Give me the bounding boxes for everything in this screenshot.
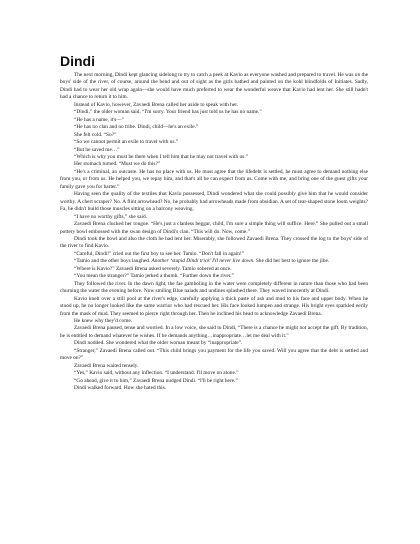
paragraph: “But he saved me…” [74, 146, 120, 153]
paragraph: The next morning, Dindi kept glancing sidelong to try to catch a peek at Kavio as everyone washed and prepared to travel. He was on the boys' side of the river, of course, around the bend and out of sight as the girls bathed and painted on the kohl blindfolds of Initiates. Sadly, Dindi had to wear her old wrap again—she would have much preferred to wear the wonderful weave that Kavio had lent her. She still hadn't had a chance to return it to him. [60, 72, 368, 101]
paragraph: “Dindi,” the older woman said. “I'm sorry. Your friend has just told us he has no name.” [74, 109, 262, 116]
paragraph: “He has a name, it's—” [74, 116, 125, 123]
paragraph: “So we cannot permit an exile to travel with us.” [74, 139, 179, 146]
paragraph: “He's a criminal, an outcaste. He has no place with us. He must agree that the lifedebt is settled, he must agree to demand nothing else from you, or from us. He helped you, we repay him, and that's all he can expect from us. Come with me, and bring one of the guest gifts your family gave you for barter.” [60, 168, 368, 190]
paragraph: Dindi walked forward. How she hated this. [74, 385, 167, 392]
paragraph: Having seen the quality of the textiles that Kavio possessed, Dindi wondered what she could possibly give him that he would consider worthy. A chert scraper? No. A flint arrowhead? No, he probably had arrowheads made from obsidian. A set of tear-shaped stone loom weights? Fa, he didn't build those muscles sitting on a balcony weaving. [60, 191, 368, 213]
paragraph: “He has no clan and no tribe. Dindi, child—he's an exile.” [74, 124, 199, 131]
paragraph: “Yes,” Kavio said, without any inflection. “I understand. I'll move on alone.” [74, 370, 239, 377]
italic-thought: Another ‘stupid Dindi trick’ I'll never live down. [151, 258, 255, 265]
paragraph: Dindi nodded. She wondered what the older woman meant by “inappropriate”. [74, 340, 243, 347]
chapter-body [60, 72, 368, 392]
paragraph: “Go ahead, give it to him,” Zavaedi Brena nudged Dindi. “I'll be right here.” [74, 377, 238, 384]
paragraph: He knew why they'd come. [74, 317, 133, 324]
paragraph: “Where is Kavio?” Zavaedi Brena asked severely. Tamio sobered at once. [74, 265, 232, 272]
paragraph: She felt cold. “So?” [74, 131, 117, 138]
paragraph: “I have no worthy gifts,” she said. [74, 213, 148, 220]
paragraph: “Tamio and the other boys laughed. Another ‘stupid Dindi trick’ I'll never live down. She did her best to ignore the jibe. [74, 258, 330, 265]
paragraph: “Stranger,” Zavaedi Brena called out. “This child brings you payment for the life you saved. Will you agree that the debt is settled and move on?” [60, 347, 368, 362]
paragraph: Her stomach turned. “Must we do this?” [74, 161, 161, 168]
paragraph: Instead of Kavio, however, Zavaedi Brena called her aside to speak with her. [74, 101, 239, 108]
paragraph: “You mean the stranger?” Tamio jerked a thumb. “Further down the river.” [74, 273, 234, 280]
paragraph: “Careful, Dindi!” cried out the first boy to see her. Tamio. “Don't fall in again!” [74, 250, 245, 257]
paragraph: Zavaedi Brena waited tensely. [74, 362, 139, 369]
paragraph: They followed the river. In the dawn light, the fae gamboling in the water were completely different in nature than those who had been churning the water the evening before. Now smiling Blue naiads and undines splashed there. They waved innocently at Dindi. [60, 280, 368, 295]
paragraph: Dindi took the bowl and also the cloth he had lent her. Miserably, she followed Zavaedi Brena. They crossed the log to the boys' side of the river to find Kavio. [60, 235, 368, 250]
paragraph: “Which is why you must be there when I tell him that he may not travel with us.” [74, 153, 248, 160]
paragraph: Zavaedi Brena paused, tense and worried. In a low voice, she said to Dindi, “There is a chance he might not accept the gift. By tradition, he is entitled to demand whatever he wishes. If he demands anything…inappropriate…let me deal with it.” [60, 325, 368, 339]
paragraph: Zavaedi Brena clucked her tongue. “He's just a clanless beggar, child, I'm sure a simple thing will suffice. Here.” She pulled out a small pottery bowl embossed with the swan design of Dindi's clan. “This will do. Now, come.” [60, 221, 368, 235]
paragraph: Kavio knelt over a still pool at the river's edge, carefully applying a thick paste of ash and mud to his face and upper body. When he stood up, he no longer looked like the same warrior who had rescued her. His face looked lumpen and strange. His bright eyes sparkled eerily from the mask of mud. They seemed to pierce right through her. Then he inclined his head to acknowledge Zavaedi Brena. [60, 295, 368, 317]
chapter-title: Dindi [60, 53, 95, 70]
